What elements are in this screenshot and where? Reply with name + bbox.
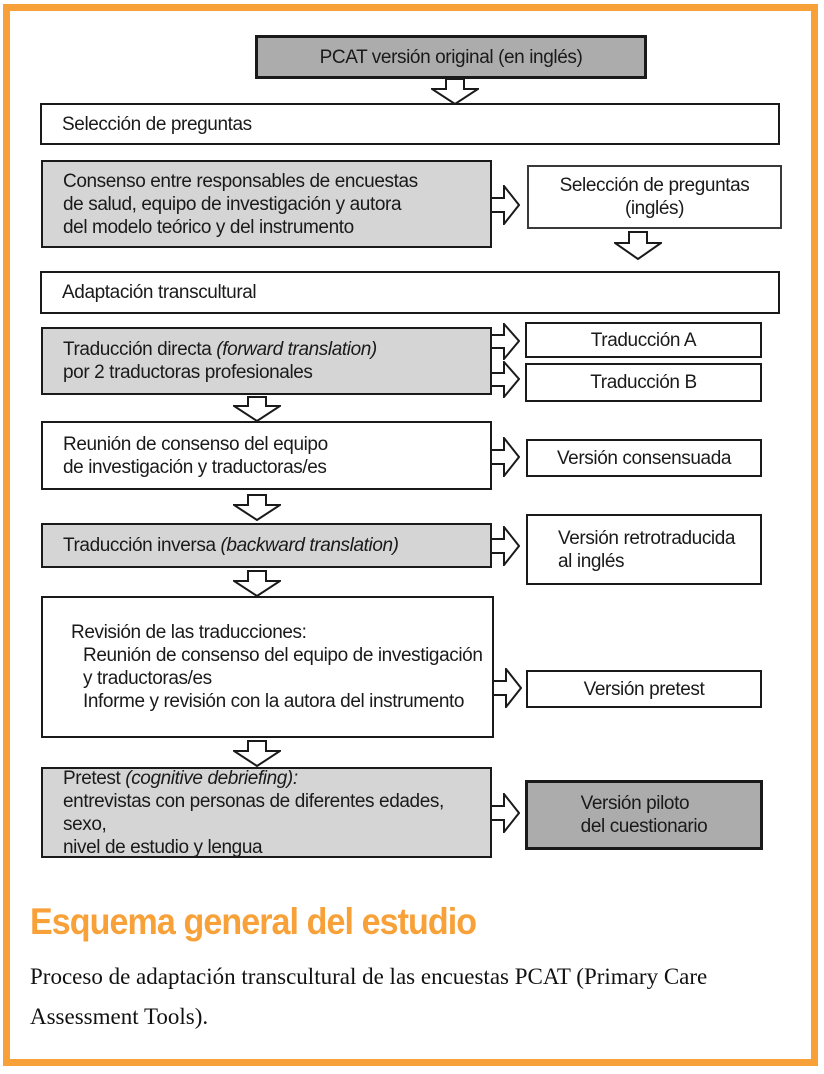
arrow-right-icon bbox=[492, 668, 522, 708]
node-line: y traductoras/es bbox=[83, 668, 212, 689]
arrow-right-icon bbox=[490, 526, 520, 566]
arrow-down-icon bbox=[233, 570, 281, 597]
node-label: Versión consensuada bbox=[556, 447, 732, 469]
node-line: (inglés) bbox=[624, 198, 685, 219]
arrow-down-icon bbox=[614, 231, 662, 260]
node-text: Pretest bbox=[63, 767, 126, 789]
node-traduccion-directa bbox=[41, 327, 492, 395]
figure-caption: Proceso de adaptación transcultural de las encuestas PCAT (Primary Care Assessment Tools). bbox=[30, 964, 708, 1029]
node-line: del cuestionario bbox=[580, 816, 708, 837]
node-line: nivel de estudio y lengua bbox=[63, 836, 263, 858]
node-line: Reunión de consenso del equipo bbox=[63, 433, 328, 455]
figure-heading: Esquema general del estudio bbox=[30, 901, 477, 942]
node-seleccion-ingles bbox=[527, 165, 782, 229]
node-label: PCAT versión original (en inglés) bbox=[319, 46, 583, 68]
node-version-pretest bbox=[526, 670, 762, 708]
node-label: Adaptación transcultural bbox=[62, 282, 257, 303]
node-line bbox=[63, 767, 482, 790]
node-revision-traducciones bbox=[41, 596, 494, 738]
node-text-italic: (backward translation) bbox=[220, 535, 399, 556]
arrow-down-icon bbox=[233, 740, 281, 767]
node-version-consensuada bbox=[526, 439, 762, 477]
node-line: Revisión de las traducciones: bbox=[71, 622, 307, 643]
node-text-block bbox=[581, 792, 708, 838]
node-label: Traducción A bbox=[590, 329, 697, 351]
node-line: por 2 traductoras profesionales bbox=[63, 362, 313, 383]
node-traduccion-inversa bbox=[41, 523, 492, 568]
node-traduccion-b bbox=[525, 363, 762, 402]
node-line: de salud, equipo de investigación y autora bbox=[63, 193, 402, 215]
node-line bbox=[63, 338, 482, 361]
node-line: del modelo teórico y del instrumento bbox=[63, 216, 354, 238]
node-line: Consenso entre responsables de encuestas bbox=[63, 170, 418, 192]
node-reunion-consenso bbox=[41, 421, 492, 490]
arrow-right-icon bbox=[490, 793, 520, 833]
node-seleccion-preguntas bbox=[40, 103, 780, 145]
node-text: Traducción directa bbox=[63, 339, 217, 360]
arrow-right-icon bbox=[490, 437, 520, 477]
arrow-right-icon bbox=[490, 185, 520, 225]
node-line: al inglés bbox=[558, 550, 625, 572]
node-label: Versión pretest bbox=[583, 678, 705, 700]
node-consenso bbox=[41, 160, 492, 248]
node-version-retrotraducida bbox=[526, 514, 762, 585]
node-line: Versión piloto bbox=[580, 793, 690, 814]
node-text-italic: (cognitive debriefing): bbox=[125, 767, 298, 789]
node-line: entrevistas con personas de diferentes edades, sexo, bbox=[63, 790, 444, 835]
node-line bbox=[63, 534, 482, 557]
node-text: Traducción inversa bbox=[63, 535, 221, 556]
node-line: Versión retrotraducida bbox=[558, 527, 736, 549]
node-pcat-original bbox=[255, 35, 647, 79]
arrow-right-icon bbox=[490, 323, 520, 360]
node-adaptacion-transcultural bbox=[40, 271, 780, 314]
arrow-down-icon bbox=[431, 78, 479, 105]
arrow-down-icon bbox=[233, 396, 281, 422]
node-traduccion-a bbox=[525, 322, 762, 358]
node-line: Informe y revisión con la autora del instrumento bbox=[83, 691, 465, 712]
node-version-piloto bbox=[525, 780, 763, 850]
node-line: Reunión de consenso del equipo de investigación bbox=[83, 645, 483, 666]
arrow-right-icon bbox=[490, 361, 520, 398]
arrow-down-icon bbox=[233, 494, 281, 521]
node-line: de investigación y traductoras/es bbox=[63, 456, 327, 478]
node-pretest bbox=[41, 767, 492, 858]
node-label: Selección de preguntas bbox=[62, 113, 252, 135]
node-line: Selección de preguntas bbox=[559, 175, 750, 196]
node-label: Traducción B bbox=[590, 372, 697, 393]
node-text-italic: (forward translation) bbox=[216, 339, 377, 360]
